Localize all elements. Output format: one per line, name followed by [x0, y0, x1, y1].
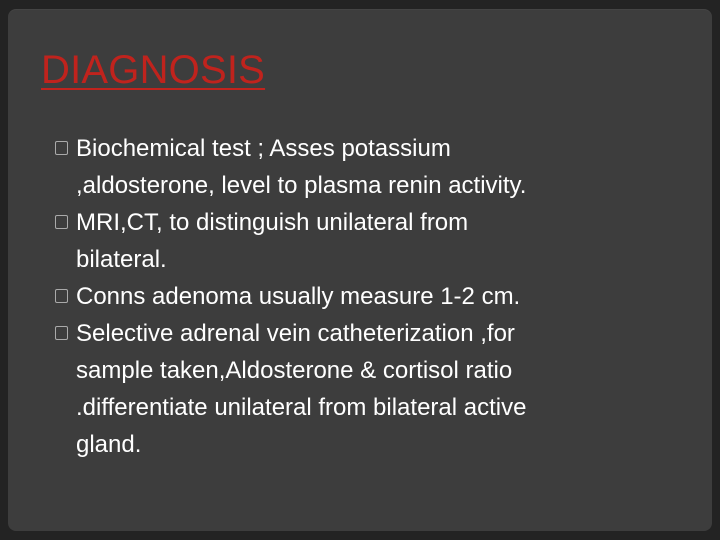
bullet-list	[55, 130, 635, 463]
square-bullet-icon	[55, 215, 68, 229]
bullet-text: Conns adenoma usually measure 1-2 cm.	[76, 283, 521, 310]
bullet-item-adenoma-size	[55, 278, 635, 315]
slide-title: DIAGNOSIS	[41, 48, 266, 92]
bullet-item-vein-catheterization	[55, 315, 635, 463]
square-bullet-icon	[55, 141, 68, 155]
bullet-item-imaging	[55, 204, 635, 278]
bullet-text: Biochemical test ; Asses potassium ,aldosterone, level to plasma renin activity.	[76, 135, 527, 199]
bullet-text: Selective adrenal vein catheterization ,for sample taken,Aldosterone & cortisol ratio .differentiate unilateral from bilateral active gland.	[76, 320, 527, 458]
bullet-text: MRI,CT, to distinguish unilateral from bilateral.	[76, 209, 469, 273]
bullet-item-biochemical-test	[55, 130, 635, 204]
square-bullet-icon	[55, 289, 68, 303]
square-bullet-icon	[55, 326, 68, 340]
